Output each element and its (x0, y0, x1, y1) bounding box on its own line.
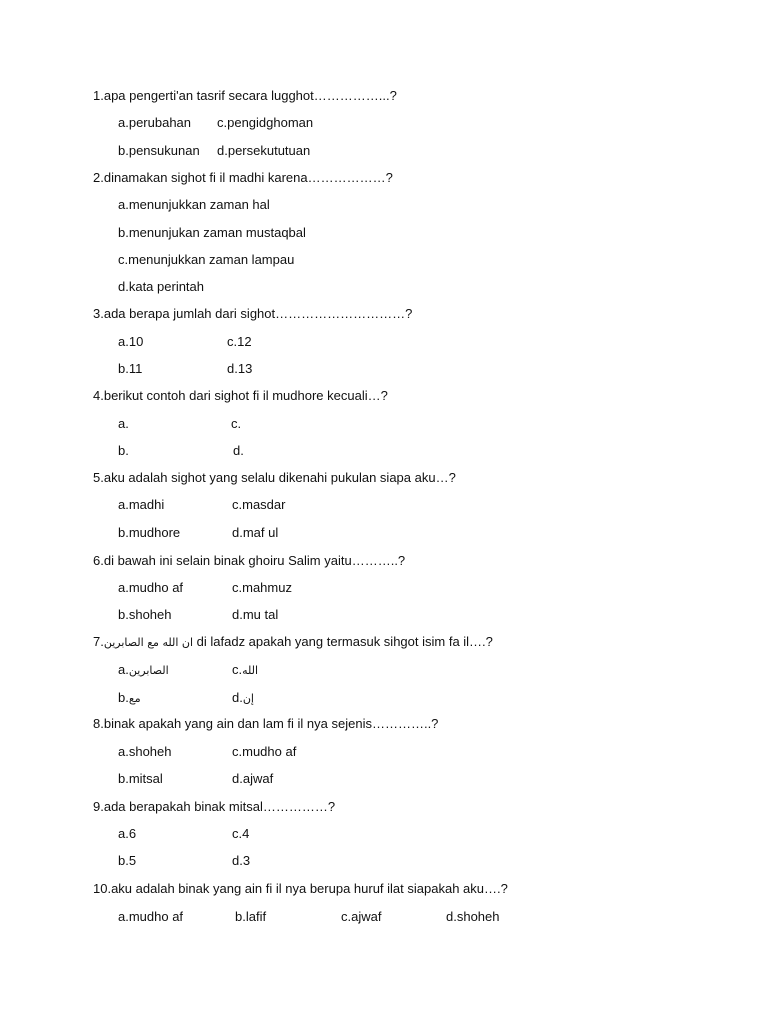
q9-option-c: c.4 (232, 826, 250, 841)
q8-option-c: c.mudho af (232, 744, 297, 759)
question-7 (93, 634, 493, 650)
q8-option-d: d.ajwaf (232, 771, 274, 786)
q1-option-a: a.perubahan (118, 115, 192, 130)
q3-option-b: b.11 (118, 361, 143, 376)
q5-option-d: d.maf ul (232, 525, 279, 540)
q9-option-b: b.5 (118, 853, 137, 868)
q5-option-b: b.mudhore (118, 525, 181, 540)
q3-option-d: d.13 (227, 361, 253, 376)
q1-option-b: b.pensukunan (118, 143, 200, 158)
q7-option-a-arabic: الصابرين (128, 664, 169, 677)
q8-option-b: b.mitsal (118, 771, 163, 786)
question-1: 1.apa pengerti'an tasrif secara lugghot……………...? (93, 88, 397, 103)
q10-option-c: c.ajwaf (341, 909, 382, 924)
q4-option-d: d. (233, 443, 244, 458)
q2-option-d: d.kata perintah (118, 279, 205, 294)
q7-text: di lafadz apakah yang termasuk sihgot isim fa il….? (193, 634, 493, 649)
q7-option-d-letter: d. (232, 690, 243, 705)
q1-option-c: c.pengidghoman (217, 115, 314, 130)
question-4: 4.berikut contoh dari sighot fi il mudhore kecuali…? (93, 388, 388, 403)
question-8: 8.binak apakah yang ain dan lam fi il nya sejenis…………..? (93, 716, 439, 731)
q6-option-a: a.mudho af (118, 580, 184, 595)
q7-option-b-letter: b. (118, 690, 129, 705)
q7-number: 7. (93, 634, 104, 649)
q10-option-d: d.shoheh (446, 909, 500, 924)
q5-option-c: c.masdar (232, 497, 286, 512)
q7-option-c-arabic: الله (242, 664, 259, 677)
q3-option-c: c.12 (227, 334, 252, 349)
q7-option-d-arabic: إن (242, 692, 254, 705)
q2-option-b: b.menunjukan zaman mustaqbal (118, 225, 306, 240)
q7-option-d (232, 690, 254, 706)
q2-option-a: a.menunjukkan zaman hal (118, 197, 270, 212)
q6-option-d: d.mu tal (232, 607, 279, 622)
q1-option-d: d.persekututuan (217, 143, 311, 158)
q7-arabic-phrase: ان الله مع الصابرين (103, 636, 194, 649)
q10-option-b: b.lafif (235, 909, 267, 924)
question-2: 2.dinamakan sighot fi il madhi karena………………? (93, 170, 393, 185)
q2-option-c: c.menunjukkan zaman lampau (118, 252, 295, 267)
q10-option-a: a.mudho af (118, 909, 184, 924)
q4-option-c: c. (231, 416, 242, 431)
q7-option-b (118, 690, 141, 706)
question-6: 6.di bawah ini selain binak ghoiru Salim yaitu………..? (93, 553, 406, 568)
q6-option-b: b.shoheh (118, 607, 172, 622)
q3-option-a: a.10 (118, 334, 144, 349)
question-5: 5.aku adalah sighot yang selalu dikenahi pukulan siapa aku…? (93, 470, 456, 485)
q4-option-a: a. (118, 416, 129, 431)
question-10: 10.aku adalah binak yang ain fi il nya berupa huruf ilat siapakah aku….? (93, 881, 508, 896)
q9-option-d: d.3 (232, 853, 251, 868)
question-3: 3.ada berapa jumlah dari sighot…………………………? (93, 306, 413, 321)
q7-option-b-arabic: مع (128, 692, 141, 705)
q7-option-c-letter: c. (232, 662, 243, 677)
question-9: 9.ada berapakah binak mitsal……………? (93, 799, 336, 814)
q7-option-c (232, 662, 258, 678)
q7-option-a (118, 662, 169, 678)
q8-option-a: a.shoheh (118, 744, 172, 759)
q9-option-a: a.6 (118, 826, 137, 841)
q5-option-a: a.madhi (118, 497, 165, 512)
q4-option-b: b. (118, 443, 129, 458)
q6-option-c: c.mahmuz (232, 580, 292, 595)
q7-option-a-letter: a. (118, 662, 129, 677)
